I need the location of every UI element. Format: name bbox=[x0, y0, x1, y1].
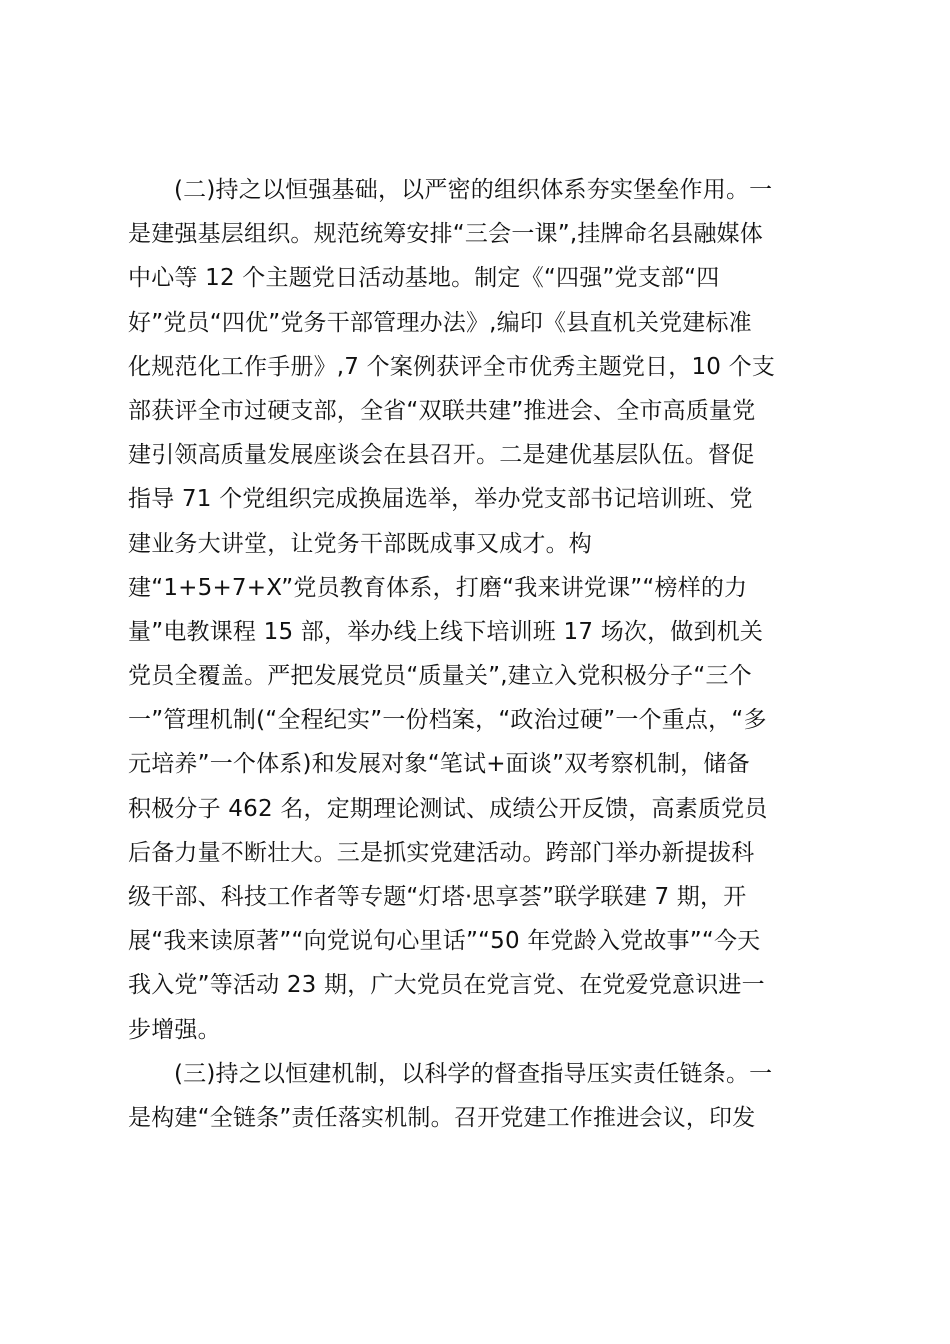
body-text bbox=[128, 168, 828, 1140]
text-line: 元培养”一个体系)和发展对象“笔试+面谈”双考察机制，储备 bbox=[128, 751, 750, 778]
text-line: 级干部、科技工作者等专题“灯塔·思享荟”联学联建 7 期，开 bbox=[128, 884, 747, 910]
paragraph-3-heading-line: (三)持之以恒建机制，以科学的督查指导压实责任链条。一 bbox=[174, 1060, 773, 1087]
text-line: 指导 71 个党组织完成换届选举，举办党支部书记培训班、党 bbox=[128, 486, 753, 513]
text-line: 好”党员“四优”党务干部管理办法》,编印《县直机关党建标准 bbox=[128, 309, 752, 336]
text-line: 建业务大讲堂，让党务干部既成事又成才。构 bbox=[128, 530, 592, 557]
text-line: 是构建“全链条”责任落实机制。召开党建工作推进会议，印发 bbox=[128, 1104, 756, 1131]
paragraph-2-heading-line: (二)持之以恒强基础，以严密的组织体系夯实堡垒作用。一 bbox=[174, 177, 773, 203]
text-line: 是建强基层组织。规范统筹安排“三会一课”,挂牌命名县融媒体 bbox=[128, 221, 763, 248]
text-line: 量”电教课程 15 部，举办线上线下培训班 17 场次，做到机关 bbox=[128, 618, 764, 645]
text-line: 积极分子 462 名，定期理论测试、成绩公开反馈，高素质党员 bbox=[128, 795, 768, 822]
text-line: 党员全覆盖。严把发展党员“质量关”,建立入党积极分子“三个 bbox=[128, 663, 752, 690]
text-line: 我入党”等活动 23 期，广大党员在党言党、在党爱党意识进一 bbox=[128, 972, 765, 999]
text-line: 中心等 12 个主题党日活动基地。制定《“四强”党支部“四 bbox=[128, 265, 720, 292]
text-line: 部获评全市过硬支部，全省“双联共建”推进会、全市高质量党 bbox=[128, 397, 756, 424]
text-line: 展“我来读原著”“向党说句心里话”“50 年党龄入党故事”“今天 bbox=[128, 928, 761, 955]
text-line: 步增强。 bbox=[128, 1016, 221, 1043]
text-line: 建引领高质量发展座谈会在县召开。二是建优基层队伍。督促 bbox=[128, 442, 755, 469]
text-line: 后备力量不断壮大。三是抓实党建活动。跨部门举办新提拔科 bbox=[128, 839, 755, 866]
text-line: 一”管理机制(“全程纪实”一份档案，“政治过硬”一个重点，“多 bbox=[128, 707, 767, 734]
text-line: 化规范化工作手册》,7 个案例获评全市优秀主题党日，10 个支 bbox=[128, 353, 776, 380]
text-line: 建“1+5+7+X”党员教育体系，打磨“我来讲党课”“榜样的力 bbox=[128, 574, 748, 601]
